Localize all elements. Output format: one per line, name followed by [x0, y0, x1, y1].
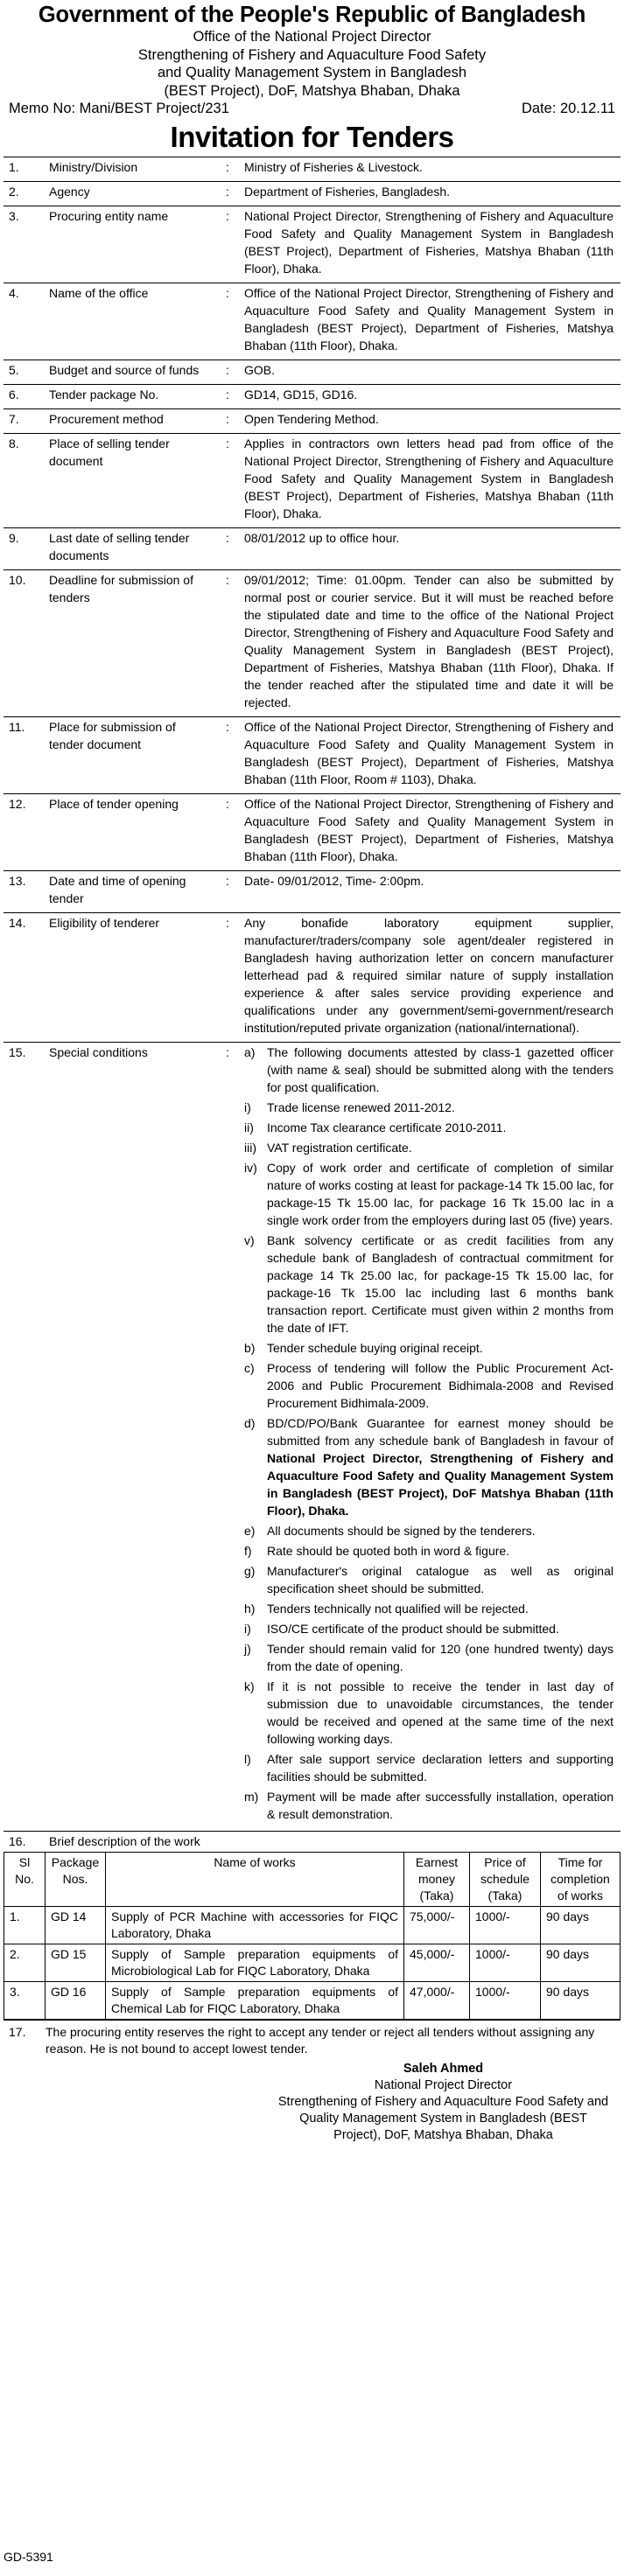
works-name: Supply of Sample preparation equipments of Microbiological Lab for FIQC Laboratory, Dhaka — [106, 1944, 404, 1981]
condition-body: Process of tendering will follow the Public Procurement Act-2006 and Public Procurement Bidhimala-2008 and Revised Procurement Bidhimala-2009. — [267, 1360, 613, 1410]
works-package: GD 14 — [46, 1906, 106, 1944]
condition-text — [267, 1099, 613, 1116]
condition-marker: l) — [244, 1751, 251, 1766]
condition-text — [267, 1620, 613, 1637]
condition-marker: c) — [244, 1360, 255, 1375]
special-conditions-list — [239, 1042, 620, 1831]
row-label: Name of the office — [46, 283, 216, 360]
row-label: Deadline for submission of tenders — [46, 569, 216, 716]
condition-item — [244, 1232, 613, 1337]
note-text: The procuring entity reserves the right to accept any tender or reject all tenders without assigning any reason. He is not bound to accept lowest tender. — [46, 2024, 595, 2056]
works-col-package: Package Nos. — [46, 1852, 106, 1906]
project-line-1: Strengthening of Fishery and Aquaculture Food Safety — [137, 46, 487, 63]
condition-body: Manufacturer's original catalogue as well as original specification sheet should be submitted. — [267, 1563, 613, 1595]
condition-marker: iv) — [244, 1160, 257, 1175]
row-label: Procuring entity name — [46, 206, 216, 283]
row-colon: : — [216, 360, 239, 384]
row-colon: : — [216, 527, 239, 569]
works-time: 90 days — [541, 1906, 620, 1944]
condition-body: All documents should be signed by the tenderers. — [267, 1523, 536, 1538]
table-row — [4, 527, 620, 569]
condition-marker: v) — [244, 1232, 255, 1247]
works-col-sl: Sl No. — [4, 1852, 46, 1906]
table-row — [4, 206, 620, 283]
condition-text — [267, 1339, 613, 1357]
works-price: 1000/- — [470, 1944, 541, 1981]
condition-body: Tender schedule buying original receipt. — [267, 1340, 483, 1355]
row-colon: : — [216, 433, 239, 527]
condition-body: Trade license renewed 2011-2012. — [267, 1100, 455, 1114]
row-value: Department of Fisheries, Bangladesh. — [239, 181, 620, 206]
row-value: Date- 09/01/2012, Time- 2:00pm. — [239, 870, 620, 912]
row-number: 13. — [4, 870, 46, 912]
row-number: 15. — [4, 1042, 46, 1831]
signatory-title: National Project Director — [374, 2077, 513, 2092]
row-colon: : — [216, 912, 239, 1042]
table-row — [4, 569, 620, 716]
row-number: 6. — [4, 384, 46, 408]
condition-item — [244, 1750, 613, 1785]
signatory-line-1: Strengthening of Fishery and Aquaculture Food Safety and — [277, 2094, 609, 2109]
condition-text — [267, 1044, 613, 1096]
government-title: Government of the People's Republic of Bangladesh — [38, 3, 586, 27]
row-value: Office of the National Project Director, Strengthening of Fishery and Aquaculture Food Safety and Quality Management System in Bangladesh (BEST Project), Department of Fisheries, Matshya Bhaban (11th Floor), Dhaka. — [239, 793, 620, 870]
row-colon: : — [216, 181, 239, 206]
condition-marker: e) — [244, 1523, 256, 1538]
condition-item — [244, 1788, 613, 1823]
row-label: Eligibility of tenderer — [46, 912, 216, 1042]
condition-item — [244, 1099, 613, 1116]
condition-text — [267, 1678, 613, 1748]
row-value: Office of the National Project Director, Strengthening of Fishery and Aquaculture Food Safety and Quality Management System in Bangladesh (BEST Project), Department of Fisheries, Matshya Bhaban (11th Floor), Dhaka. — [239, 283, 620, 360]
table-row — [4, 408, 620, 433]
condition-text — [267, 1159, 613, 1229]
works-sl: 1. — [4, 1906, 46, 1944]
condition-body: Payment will be made after successfully installation, operation & result demonstration. — [267, 1789, 613, 1821]
condition-body: Income Tax clearance certificate 2010-2011. — [267, 1120, 507, 1134]
row-number: 16. — [4, 1831, 46, 1852]
row-colon: : — [216, 384, 239, 408]
condition-text — [267, 1542, 613, 1560]
row-label: Procurement method — [46, 408, 216, 433]
condition-item — [244, 1044, 613, 1096]
row-number: 4. — [4, 283, 46, 360]
row-number: 11. — [4, 716, 46, 793]
row-colon: : — [216, 157, 239, 181]
works-name: Supply of Sample preparation equipments of Chemical Lab for FIQC Laboratory, Dhaka — [106, 1981, 404, 2019]
tender-notice — [4, 0, 620, 2144]
table-row — [4, 283, 620, 360]
row-value: Open Tendering Method. — [239, 408, 620, 433]
condition-text — [267, 1232, 613, 1337]
condition-item — [244, 1542, 613, 1560]
project-line-2: and Quality Management System in Bangladesh — [157, 65, 467, 80]
row-colon: : — [216, 283, 239, 360]
row-label: Place of tender opening — [46, 793, 216, 870]
table-row — [4, 384, 620, 408]
memo-number: Memo No: Mani/BEST Project/231 — [9, 101, 229, 116]
signatory-name: Saleh Ahmed — [403, 2061, 484, 2076]
condition-marker: f) — [244, 1543, 252, 1558]
row-label: Tender package No. — [46, 384, 216, 408]
row-colon: : — [216, 569, 239, 716]
row-number: 7. — [4, 408, 46, 433]
condition-item — [244, 1640, 613, 1675]
condition-body: If it is not possible to receive the tender in last day of submission due to unavoidable circumstances, the tender would be received and opened at the same time of the next following working days. — [267, 1679, 613, 1746]
works-row — [4, 1944, 620, 1981]
table-row — [4, 360, 620, 384]
condition-body: Tenders technically not qualified will be rejected. — [267, 1601, 529, 1616]
works-col-price: Price of schedule (Taka) — [470, 1852, 541, 1906]
row-colon: : — [216, 1042, 239, 1831]
table-row — [4, 793, 620, 870]
table-row — [4, 716, 620, 793]
row-value: 08/01/2012 up to office hour. — [239, 527, 620, 569]
condition-item — [244, 1339, 613, 1357]
condition-text — [267, 1139, 613, 1156]
condition-body: Tender should remain valid for 120 (one hundred twenty) days from the date of opening. — [267, 1641, 613, 1673]
condition-item — [244, 1600, 613, 1617]
row-label: Place of selling tender document — [46, 433, 216, 527]
table-row-works — [4, 1831, 620, 1852]
row-label: Date and time of opening tender — [46, 870, 216, 912]
row-colon: : — [216, 793, 239, 870]
table-row — [4, 181, 620, 206]
row-number: 9. — [4, 527, 46, 569]
works-col-name: Name of works — [106, 1852, 404, 1906]
works-package: GD 15 — [46, 1944, 106, 1981]
condition-text — [267, 1788, 613, 1823]
row-number: 10. — [4, 569, 46, 716]
row-value: Office of the National Project Director, Strengthening of Fishery and Aquaculture Food Safety and Quality Management System in Bangladesh (BEST Project), Department of Fisheries, Matshya Bhaban (11th Floor, Room # 1103), Dhaka. — [239, 716, 620, 793]
condition-marker: m) — [244, 1789, 259, 1804]
signatory-line-2: Quality Management System in Bangladesh (BEST — [299, 2111, 587, 2126]
table-row — [4, 433, 620, 527]
condition-body: Bank solvency certificate or as credit facilities from any schedule bank of Bangladesh of contractual commitment for package 14 Tk 25.00 lac, for package-15 Tk 15.00 lac, for package-16 Tk 15.00 lac including last 6 months bank transaction report. Certificate must given within 2 months from the date of IFT. — [267, 1232, 613, 1335]
works-earnest: 45,000/- — [404, 1944, 470, 1981]
condition-text — [267, 1562, 613, 1597]
works-price: 1000/- — [470, 1981, 541, 2019]
row-value: GD14, GD15, GD16. — [239, 384, 620, 408]
condition-text — [267, 1640, 613, 1675]
condition-marker: i) — [244, 1621, 251, 1636]
table-row — [4, 912, 620, 1042]
works-name: Supply of PCR Machine with accessories for FIQC Laboratory, Dhaka — [106, 1906, 404, 1944]
tender-details-table — [4, 157, 620, 2021]
works-earnest: 75,000/- — [404, 1906, 470, 1944]
row-colon: : — [216, 870, 239, 912]
condition-marker: a) — [244, 1044, 256, 1059]
table-row — [4, 157, 620, 181]
condition-body: BD/CD/PO/Bank Guarantee for earnest money should be submitted from any schedule bank of Bangladesh in favour of — [267, 1415, 613, 1448]
row-value: 09/01/2012; Time: 01.00pm. Tender can also be submitted by normal post or courier service. But it will must be reached before the stipulated date and time to the office of the National Project Director, Strengthening of Fishery and Aquaculture Food Safety and Quality Management System in Bangladesh (BEST Project), Department of Fisheries, Matshya Bhaban (11th Floor), Dhaka. If the tender reached after the stipulated time and date it will be rejected. — [239, 569, 620, 716]
row-label: Last date of selling tender documents — [46, 527, 216, 569]
condition-item — [244, 1522, 613, 1539]
row-number: 3. — [4, 206, 46, 283]
works-sl: 3. — [4, 1981, 46, 2019]
works-table — [4, 1852, 620, 2020]
row-number: 8. — [4, 433, 46, 527]
works-earnest: 47,000/- — [404, 1981, 470, 2019]
condition-body: The following documents attested by class-1 gazetted officer (with name & seal) should be submitted along with the tenders for post qualification. — [267, 1044, 613, 1094]
condition-body: ISO/CE certificate of the product should be submitted. — [267, 1621, 559, 1636]
memo-line — [4, 100, 620, 118]
works-sl: 2. — [4, 1944, 46, 1981]
works-package: GD 16 — [46, 1981, 106, 2019]
row-number: 2. — [4, 181, 46, 206]
row-value: Any bonafide laboratory equipment supplier, manufacturer/traders/company sole agent/dealer registered in Bangladesh having authorization letter on concern manufacturer letterhead pad & required similar nature of supply installation experience & after sales service providing experience and qualifications under any government/semi-government/research institution/reputed private organization (national/international). — [239, 912, 620, 1042]
row-label: Agency — [46, 181, 216, 206]
condition-item — [244, 1678, 613, 1748]
condition-body: Rate should be quoted both in word & figure. — [267, 1543, 510, 1558]
row-colon: : — [216, 716, 239, 793]
row-number: 14. — [4, 912, 46, 1042]
row-value: Ministry of Fisheries & Livestock. — [239, 157, 620, 181]
row-value: Applies in contractors own letters head pad from office of the National Project Director, Strengthening of Fishery and Aquaculture Food Safety and Quality Management System in Bangladesh (BEST Project), Department of Fisheries, Matshya Bhaban (11th Floor), Dhaka. — [239, 433, 620, 527]
condition-text — [267, 1600, 613, 1617]
signature-block — [266, 2061, 620, 2144]
condition-item — [244, 1139, 613, 1156]
condition-text — [267, 1522, 613, 1539]
condition-item — [244, 1562, 613, 1597]
note-number: 17. — [9, 2024, 26, 2039]
condition-marker: j) — [244, 1641, 251, 1656]
condition-text — [267, 1119, 613, 1136]
table-row-special-conditions — [4, 1042, 620, 1831]
condition-marker: ii) — [244, 1120, 254, 1134]
condition-marker: g) — [244, 1563, 256, 1578]
works-col-time: Time for completion of works — [541, 1852, 620, 1906]
works-price: 1000/- — [470, 1906, 541, 1944]
row-value: National Project Director, Strengthening of Fishery and Aquaculture Food Safety and Quality Management System in Bangladesh (BEST Project), Department of Fisheries, Matshya Bhaban (11th Floor), Dhaka. — [239, 206, 620, 283]
office-line: Office of the National Project Director — [193, 29, 431, 45]
row-label: Place for submission of tender document — [46, 716, 216, 793]
condition-body: VAT registration certificate. — [267, 1140, 412, 1155]
table-row-works-table — [4, 1852, 620, 2021]
condition-marker: k) — [244, 1679, 255, 1693]
condition-body: Copy of work order and certificate of completion of similar nature of works costing at least for package-14 Tk 15.00 lac, for package-15 Tk 15.00 lac, for package 16 Tk 15.00 lac in a single work order from the employers during last 05 (five) years. — [267, 1160, 613, 1227]
works-time: 90 days — [541, 1981, 620, 2019]
invitation-heading: Invitation for Tenders — [170, 120, 454, 153]
condition-marker: h) — [244, 1601, 256, 1616]
row-colon: : — [216, 206, 239, 283]
row-number: 5. — [4, 360, 46, 384]
row-number: 1. — [4, 157, 46, 181]
row-label: Budget and source of funds — [46, 360, 216, 384]
signatory-line-3: Project), DoF, Matshya Bhaban, Dhaka — [333, 2127, 553, 2142]
condition-marker: i) — [244, 1100, 251, 1114]
works-row — [4, 1906, 620, 1944]
row-number: 12. — [4, 793, 46, 870]
project-line-3: (BEST Project), DoF, Matshya Bhaban, Dhaka — [164, 82, 460, 99]
memo-date: Date: 20.12.11 — [521, 101, 615, 116]
condition-item — [244, 1159, 613, 1229]
condition-body: After sale support service declaration letters and supporting facilities should be submitted. — [267, 1751, 613, 1784]
row-label: Brief description of the work — [46, 1831, 620, 1852]
row-label: Special conditions — [46, 1042, 216, 1831]
condition-item — [244, 1119, 613, 1136]
row-label: Ministry/Division — [46, 157, 216, 181]
condition-bold: National Project Director, Strengthening of Fishery and Aquaculture Food Safety and Quality Management System in Bangladesh (BEST Project), DoF Matshya Bhaban (11th Floor), Dhaka. — [267, 1450, 613, 1518]
works-time: 90 days — [541, 1944, 620, 1981]
row-value: GOB. — [239, 360, 620, 384]
condition-text — [267, 1414, 613, 1519]
condition-item — [244, 1359, 613, 1412]
works-row — [4, 1981, 620, 2019]
row-colon: : — [216, 408, 239, 433]
condition-marker: b) — [244, 1340, 256, 1355]
condition-item — [244, 1414, 613, 1519]
works-header-row — [4, 1852, 620, 1906]
condition-text — [267, 1359, 613, 1412]
condition-marker: d) — [244, 1415, 256, 1430]
condition-text — [267, 1750, 613, 1785]
works-col-earnest: Earnest money (Taka) — [404, 1852, 470, 1906]
note-17 — [4, 2021, 620, 2061]
condition-item — [244, 1620, 613, 1637]
gd-code: GD-5391 — [4, 2550, 53, 2564]
condition-marker: iii) — [244, 1140, 256, 1155]
table-row — [4, 870, 620, 912]
